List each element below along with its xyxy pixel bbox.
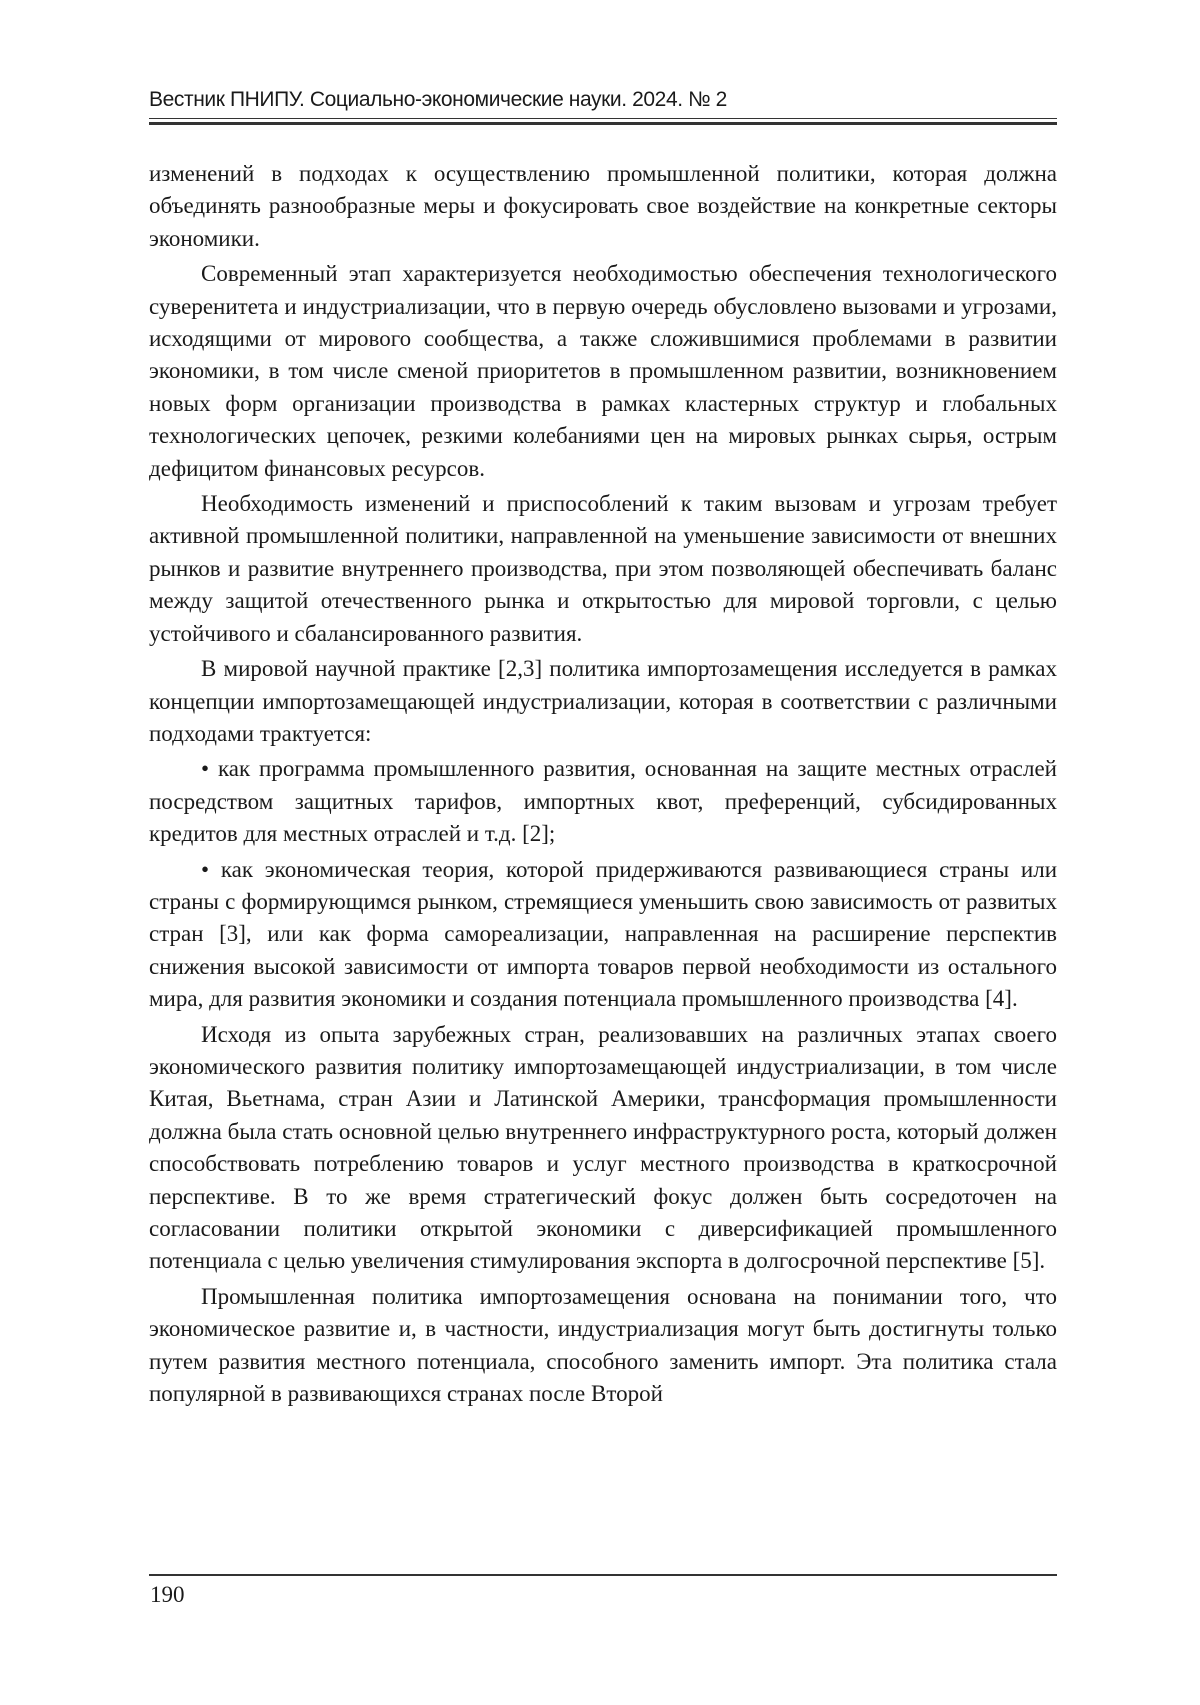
footer-rule — [149, 1574, 1057, 1576]
paragraph-necessity: Необходимость изменений и приспособлений к таким вызовам и угрозам требует активной промышленной политики, направленной на уменьшение зависимости от внешних рынков и развитие внутреннего производства, при этом позволяющей обеспечивать баланс между защитой отечественного рынка и открытостью для мировой торговли, с целью устойчивого и сбалансированного развития. — [149, 491, 1057, 646]
article-body — [149, 158, 1057, 1410]
bullet-item-program: • как программа промышленного развития, основанная на защите местных отраслей посредством защитных тарифов, импортных квот, преференций, субсидированных кредитов для местных отраслей и т.д. [2]; — [149, 756, 1057, 847]
bullet-item-theory: • как экономическая теория, которой придерживаются развивающиеся страны или страны с формирующимся рынком, стремящиеся уменьшить свою зависимость от развитых стран [3], или как форма самореализации, направленная на расширение перспектив снижения высокой зависимости от импорта товаров первой необходимости из остального мира, для развития экономики и создания потенциала промышленного производства [4]. — [149, 856, 1057, 1012]
running-header: Вестник ПНИПУ. Социально-экономические науки. 2024. № 2 — [149, 88, 727, 111]
page-number: 190 — [150, 1582, 185, 1607]
paragraph-foreign-experience: Исходя из опыта зарубежных стран, реализовавших на различных этапах своего экономического развития политику импортозамещающей индустриализации, в том числе Китая, Вьетнама, стран Азии и Латинской Америки, трансформация промышленности должна была стать основной целью внутреннего инфраструктурного роста, который должен способствовать потреблению товаров и услуг местного производства в краткосрочной перспективе. В то же время стратегический фокус должен быть сосредоточен на согласовании политики открытой экономики с диверсификацией промышленного потенциала с целью увеличения стимулирования экспорта в долгосрочной перспективе [5]. — [149, 1021, 1057, 1274]
paragraph-modern-stage: Современный этап характеризуется необходимостью обеспечения технологического суверенитета и индустриализации, что в первую очередь обусловлено вызовами и угрозами, исходящими от мирового сообщества, а также сложившимися проблемами в развитии экономики, в том числе сменой приоритетов в промышленном развитии, возникновением новых форм организации производства в рамках кластерных структур и глобальных технологических цепочек, резкими колебаниями цен на мировых рынках сырья, острым дефицитом финансовых ресурсов. — [149, 261, 1057, 481]
paragraph-world-practice: В мировой научной практике [2,3] политика импортозамещения исследуется в рамках концепции импортозамещающей индустриализации, которая в соответствии с различными подходами трактуется: — [149, 656, 1057, 746]
paragraph-industrial-policy: Промышленная политика импортозамещения основана на понимании того, что экономическое развитие и, в частности, индустриализация могут быть достигнуты только путем развития местного потенциала, способного заменить импорт. Эта политика стала популярной в развивающихся странах после Второй — [149, 1283, 1057, 1407]
header-rule-thick — [149, 122, 1057, 125]
header-rule-thin — [149, 118, 1057, 119]
paragraph-continuation: изменений в подходах к осуществлению промышленной политики, которая должна объединять разнообразные меры и фокусировать свое воздействие на конкретные секторы экономики. — [149, 161, 1057, 251]
